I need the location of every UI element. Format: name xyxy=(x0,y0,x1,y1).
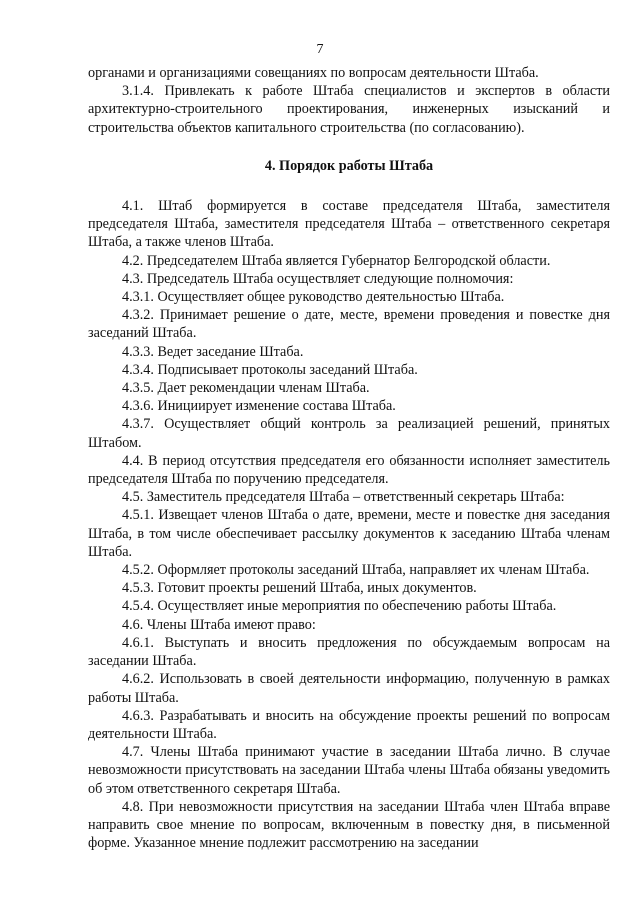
paragraph-4-7: 4.7. Члены Штаба принимают участие в заседании Штаба лично. В случае невозможности присутствовать на заседании Штаба члены Штаба обязаны уведомить об этом ответственного секретаря Штаба. xyxy=(88,744,610,797)
page-number: 7 xyxy=(316,42,324,57)
paragraph-4-3-6: 4.3.6. Инициирует изменение состава Штаба. xyxy=(122,398,396,415)
paragraph-4-4: 4.4. В период отсутствия председателя его обязанности исполняет заместитель председателя Штаба по поручению председателя. xyxy=(88,452,610,488)
paragraph-4-2: 4.2. Председателем Штаба является Губернатор Белгородской области. xyxy=(122,252,551,269)
paragraph-4-5: 4.5. Заместитель председателя Штаба – ответственный секретарь Штаба: xyxy=(122,489,565,506)
paragraph-4-5-4: 4.5.4. Осуществляет иные мероприятия по обеспечению работы Штаба. xyxy=(122,598,557,615)
paragraph-4-6: 4.6. Члены Штаба имеют право: xyxy=(122,616,316,633)
document-body xyxy=(88,64,610,852)
paragraph-4-6-1: 4.6.1. Выступать и вносить предложения по обсуждаемым вопросам на заседании Штаба. xyxy=(88,634,610,670)
paragraph-4-3: 4.3. Председатель Штаба осуществляет следующие полномочия: xyxy=(122,270,514,287)
paragraph-4-3-5: 4.3.5. Дает рекомендации членам Штаба. xyxy=(122,380,370,397)
paragraph-4-3-7: 4.3.7. Осуществляет общий контроль за реализацией решений, принятых Штабом. xyxy=(88,416,610,451)
paragraph-4-6-3: 4.6.3. Разрабатывать и вносить на обсуждение проекты решений по вопросам деятельности Штаба. xyxy=(88,707,610,742)
paragraph-4-5-1: 4.5.1. Извещает членов Штаба о дате, времени, месте и повестке дня заседания Штаба, в том числе обеспечивает рассылку документов к заседанию Штаба членам Штаба. xyxy=(88,507,610,560)
paragraph-4-3-2: 4.3.2. Принимает решение о дате, месте, времени проведения и повестке дня заседаний Штаба. xyxy=(88,307,610,342)
paragraph-4-5-3: 4.5.3. Готовит проекты решений Штаба, иных документов. xyxy=(122,580,477,597)
paragraph-4-5-2: 4.5.2. Оформляет протоколы заседаний Штаба, направляет их членам Штаба. xyxy=(122,562,590,579)
paragraph-4-8: 4.8. При невозможности присутствия на заседании Штаба член Штаба вправе направить свое мнение по вопросам, включенным в повестку дня, в письменной форме. Указанное мнение подлежит рассмотрению на заседании xyxy=(88,798,610,852)
paragraph-continuation: органами и организациями совещаниях по вопросам деятельности Штаба. xyxy=(88,65,539,81)
paragraph-4-1: 4.1. Штаб формируется в составе председателя Штаба, заместителя председателя Штаба, заместителя председателя Штаба – ответственного секретаря Штаба, а также членов Штаба. xyxy=(88,198,610,251)
paragraph-4-3-3: 4.3.3. Ведет заседание Штаба. xyxy=(122,343,304,360)
paragraph-3-1-4: 3.1.4. Привлекать к работе Штаба специалистов и экспертов в области архитектурно-строительного проектирования, инженерных изысканий и строительства объектов капитального строительства (по согласованию). xyxy=(88,83,610,136)
paragraph-4-3-1: 4.3.1. Осуществляет общее руководство деятельностью Штаба. xyxy=(122,289,505,306)
paragraph-4-6-2: 4.6.2. Использовать в своей деятельности информацию, полученную в рамках работы Штаба. xyxy=(88,671,610,706)
paragraph-4-3-4: 4.3.4. Подписывает протоколы заседаний Штаба. xyxy=(122,361,418,378)
section-heading: 4. Порядок работы Штаба xyxy=(264,157,434,174)
